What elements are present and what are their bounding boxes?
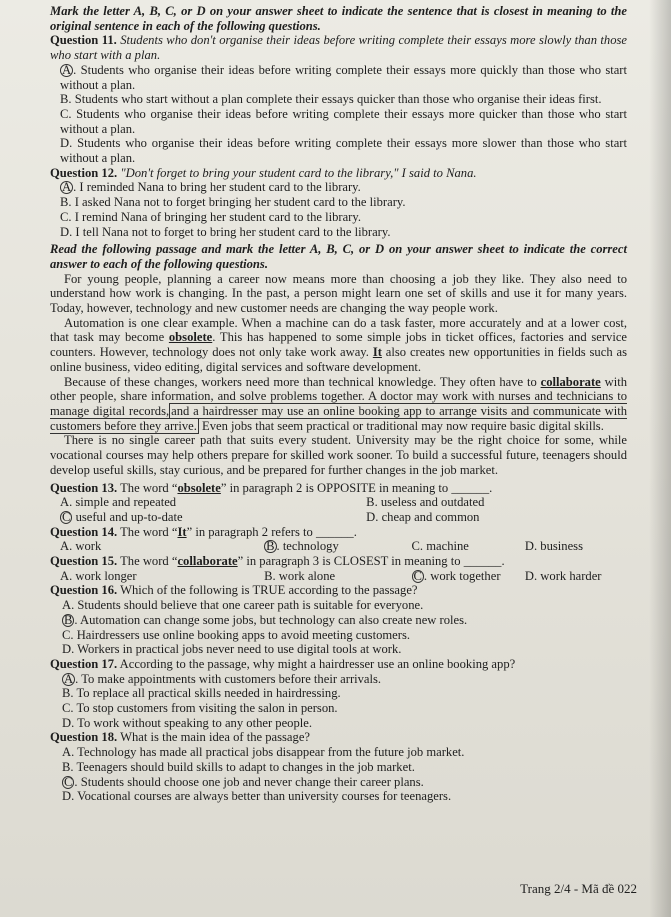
q15-option-b: B. work alone [264,568,336,583]
question-14 [50,525,627,540]
p2-keyword-obsolete: obsolete [168,330,213,345]
p3-text-b: with other people, share information, and solve problems together. A doctor may work with nurses and technicians to manage digital records, [50,374,627,418]
p3-text-c: Even jobs that seem practical or traditional may now require basic digital skills. [198,418,604,433]
q14-option-c: C. machine [411,539,469,554]
q12-option-b-text: I asked Nana not to forget bringing her student card to the library. [74,195,406,210]
q16-circled-b: B [64,612,73,627]
q15-option-c-text: work together [430,568,501,583]
q12-option-d-text: I tell Nana not to forget to bring her student card to the library. [75,224,391,239]
p2-keyword-it: It [372,345,382,360]
q17-option-c: C. To stop customers from visiting the salon in person. [62,701,338,716]
q13-option-c [60,510,366,525]
q18-circled-c: C [64,774,73,789]
q11-option-d: D. Students who organise their ideas before writing complete their essays more slower than those who start without a plan. [60,136,627,166]
question-15-label: Question 15. [50,554,118,569]
q14-stem-b: ” in paragraph 2 refers to ______. [186,524,357,539]
q13-options-row-1 [50,495,627,510]
page-footer: Trang 2/4 - Mã đề 022 [520,881,637,897]
passage-paragraph-4: There is no single career path that suits every student. University may be the right choice for some, while vocational courses may help others prepare for skilled work sooner. To build a successful future, teenagers should develop useful skills, stay curious, and be prepared for further changes in the job market. [50,433,627,477]
question-12 [50,166,627,181]
q18-stem: What is the main idea of the passage? [120,730,310,745]
q16-option-d: D. Workers in practical jobs never need to use digital tools at work. [62,642,402,657]
q13-options-row-2 [50,510,627,525]
section1-instruction: Mark the letter A, B, C, or D on your answer sheet to indicate the sentence that is closest in meaning to the original sentence in each of the following questions. [50,4,627,33]
q12-option-c: C. I remind Nana of bringing her student card to the library. [60,209,362,224]
q15-option-c: C . work together [413,568,501,583]
passage-paragraph-3 [50,375,627,434]
q13-option-a: A. simple and repeated [60,495,177,510]
q18-option-d: D. Vocational courses are always better than university courses for teenagers. [62,789,452,804]
q11-option-a: A . Students who organise their ideas before writing complete their essays more quickly than those who start without a plan. [60,62,627,92]
q14-option-a: A. work [60,539,102,554]
q16-option-b: B . Automation can change some jobs, but technology can also create new roles. [64,612,468,627]
q16-option-a: A. Students should believe that one career path is suitable for everyone. [62,598,424,613]
q17-circled-a: A [64,671,74,686]
q15-stem-b: ” in paragraph 3 is CLOSEST in meaning to ______. [237,554,505,569]
question-11-label: Question 11. [50,33,117,48]
p3-text-a: Because of these changes, workers need more than technical knowledge. They often have to [64,374,541,389]
question-16 [50,583,627,598]
passage-paragraph-2 [50,316,627,375]
q17-option-a-text: To make appointments with customers before their arrivals. [81,671,382,686]
q14-option-d: D. business [524,539,583,554]
q13-option-c-text: useful and up-to-date [75,509,183,524]
q12-option-a-text: I reminded Nana to bring her student card to the library. [79,180,361,195]
q12-option-b: B. I asked Nana not to forget bringing her student card to the library. [60,195,406,210]
q15-circled-c: C [413,568,422,583]
q14-option-b: B . technology [266,539,339,554]
question-17-label: Question 17. [50,656,118,671]
q18-option-c-text: Students should choose one job and never change their career plans. [80,774,424,789]
q13-stem-a: The word “ [120,480,178,495]
question-12-label: Question 12. [50,165,118,180]
q15-keyword: collaborate [177,554,238,569]
q13-option-b: B. useless and outdated [366,495,485,510]
question-16-label: Question 16. [50,583,118,598]
q18-option-b: B. Teenagers should build skills to adapt to changes in the job market. [62,759,415,774]
q12-option-d: D. I tell Nana not to forget to bring her student card to the library. [60,224,391,239]
q14-circled-b: B [266,539,275,554]
q12-option-a: A . I reminded Nana to bring her student card to the library. [62,180,361,195]
q15-option-a: A. work longer [60,568,137,583]
q17-option-a: A . To make appointments with customers before their arrivals. [64,671,382,686]
q18-option-c: C . Students should choose one job and never change their career plans. [64,774,424,789]
question-13-label: Question 13. [50,480,118,495]
q11-option-d-text: Students who organise their ideas before writing complete their essays more slower than those who start without a plan. [60,136,627,166]
q13-stem-b: ” in paragraph 2 is OPPOSITE in meaning to ______. [220,480,493,495]
q11-circled-a: A [62,62,72,77]
q17-stem: According to the passage, why might a hairdresser use an online booking app? [119,656,516,671]
section2-instruction: Read the following passage and mark the letter A, B, C, or D on your answer sheet to indicate the correct answer to each of the following questions. [50,242,627,271]
q13-circled-c: C [62,509,71,524]
q14-stem-a: The word “ [120,524,178,539]
question-18 [50,730,627,745]
q13-keyword: obsolete [177,480,221,495]
p2-text-c: also creates new opportunities in fields such as online business, video editing, digital services and software development. [50,345,627,374]
passage-paragraph-1: For young people, planning a career now means more than choosing a job they like. They also need to understand how work is changing. In the past, a person might learn one set of skills and use it for many years. Today, however, technology and new customer needs are changing the way people work. [50,271,627,316]
question-11-stem: Students who don't organise their ideas before writing complete their essays more slowly than those who start with a plan. [50,33,628,63]
question-17 [50,657,627,672]
p3-keyword-collaborate: collaborate [540,374,601,389]
q11-option-c: C. Students who organise their ideas before writing complete their essays more quicker than those who start without a plan. [60,106,628,136]
q18-option-a: A. Technology has made all practical jobs disappear from the future job market. [62,745,465,760]
q14-options [50,539,627,554]
q15-options [50,569,627,584]
q16-option-b-text: Automation can change some jobs, but technology can also create new roles. [80,612,468,627]
question-18-label: Question 18. [50,730,118,745]
q17-option-d: D. To work without speaking to any other people. [62,715,313,730]
q15-option-d: D. work harder [524,568,602,583]
question-11 [50,33,627,62]
p2-text-b: . This has happened to some simple jobs in ticket offices, factories and service counters. However, technology does not only take work away. [50,330,627,360]
q14-keyword: It [177,524,187,539]
q17-option-b: B. To replace all practical skills needed in hairdressing. [62,686,341,701]
q12-option-c-text: I remind Nana of bringing her student card to the library. [74,209,362,224]
q15-stem-a: The word “ [120,554,178,569]
q16-option-c: C. Hairdressers use online booking apps to avoid meeting customers. [62,627,411,642]
q11-option-b: B. Students who start without a plan complete their essays quicker than those who organise their ideas first. [60,92,602,107]
q11-option-c-text: Students who organise their ideas before writing complete their essays more quicker than those who start without a plan. [60,106,628,136]
q12-circled-a: A [62,180,72,195]
q11-option-b-text: Students who start without a plan complete their essays quicker than those who organise their ideas first. [74,92,602,107]
q14-option-b-text: technology [282,539,339,554]
question-15 [50,554,627,569]
p2-text-a: Automation is one clear example. When a machine can do a task faster, more accurately and at a lower cost, that task may become [50,315,627,345]
question-13 [50,481,627,496]
p3-boxed-text: and a hairdresser may use an online booking app to arrange visits and communicate with customers before they arrive. [50,403,627,433]
q16-stem: Which of the following is TRUE according to the passage? [120,583,418,598]
q11-option-a-text: Students who organise their ideas before writing complete their essays more quickly than those who start without a plan. [60,62,627,92]
question-12-stem: "Don't forget to bring your student card to the library," I said to Nana. [120,165,477,180]
question-14-label: Question 14. [50,524,118,539]
q13-option-d: D. cheap and common [366,509,480,524]
